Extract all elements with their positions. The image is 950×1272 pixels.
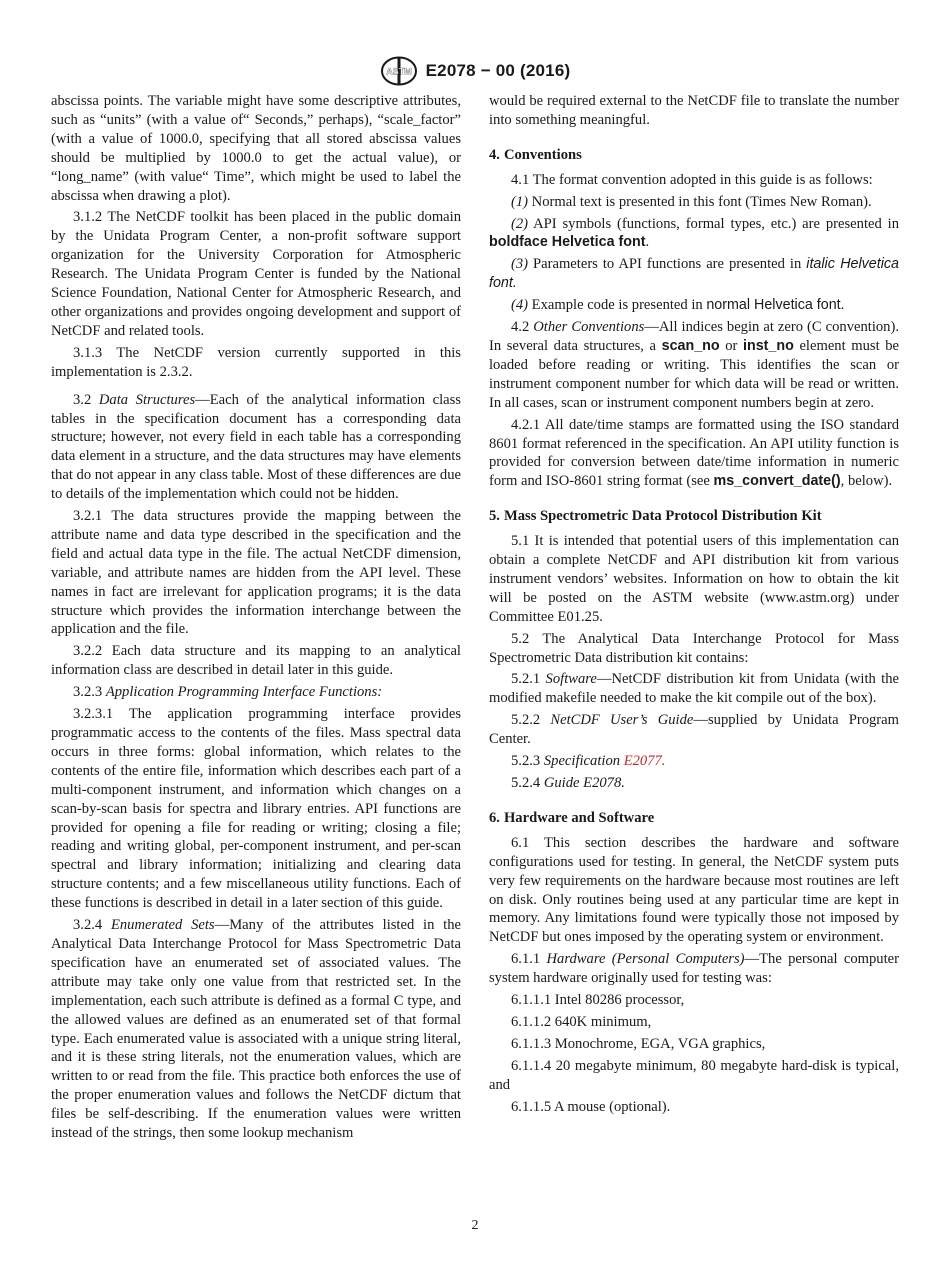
paragraph-5-2-2: 5.2.2 NetCDF User’s Guide—supplied by Unidata Program Center. [489, 712, 899, 748]
paragraph-continuation: abscissa points. The variable might have some descriptive attributes, such as “units” (with a value of“ Seconds,” perhaps), “scale_factor” (with a value of 1000.0, specifying that all stored abscissa values should be multiplied by 1000.0 to get the actual value), or “long_name” (with value“ Time”, which might be used to label the abscissa when drawing a plot). [51, 93, 461, 204]
paragraph-6-1-1: 6.1.1 Hardware (Personal Computers)—The personal computer system hardware originally used for testing was: [489, 951, 899, 987]
paragraph-3-1-2: 3.1.2 The NetCDF toolkit has been placed in the public domain by the Unidata Program Center, a non-profit software support organization for the University Corporation for Atmospheric Research. The Unidata Program Center is funded by the National Science Foundation, National Center for Atmospheric Research, and other organizations and provides ongoing development and support of NetCDF and related tools. [51, 209, 461, 339]
paragraph-3-2-3: 3.2.3 Application Programming Interface Functions: [73, 684, 383, 701]
paragraph-3-2: 3.2 Data Structures—Each of the analytical information class tables in the specification document has a corresponding data structure; however, not every field in each table has a corresponding data element in a structure, and the data structures may have elements that do not appear in any class table. Most of these differences are due to details of the implementation which could not be hidden. [51, 391, 461, 503]
paragraph-4-1: 4.1 The format convention adopted in this guide is as follows: [511, 171, 873, 188]
convention-4: (4) Example code is presented in normal Helvetica font. [511, 297, 845, 314]
term-api-functions: Application Programming Interface Functions: [105, 684, 383, 701]
code-ms-convert-date: ms_convert_date() [713, 473, 841, 490]
term-enumerated-sets: Enumerated Sets [110, 917, 215, 934]
paragraph-6-1: 6.1 This section describes the hardware and software configurations used for testing. In general, the NetCDF system puts very few requirements on the hardware because most routines are left on disk. Only routines being used at any particular time are kept in memory. Any limitations found were typically those not imposed by NetCDF but ones imposed by the operating system or environment. [489, 834, 899, 946]
convention-1: (1) Normal text is presented in this font (Times New Roman). [511, 193, 872, 210]
document-designation: E2078 − 00 (2016) [425, 61, 571, 80]
paragraph-3-1-3: 3.1.3 The NetCDF version currently supported in this implementation is 2.3.2. [51, 344, 461, 380]
paragraph-5-2-3: 5.2.3 Specification E2077. [511, 753, 666, 770]
paragraph-3-2-4: 3.2.4 Enumerated Sets—Many of the attributes listed in the Analytical Data Interchange Protocol for Mass Spectrometric Data specification have an enumerated set of associated values. The attribute may take only one value from that restricted set. In the implementation, each such attribute is defined as a formal C type, and the allowed values are defined as an enumerated set of that formal type. Each enumerated value is associated with a unique string literal, and it is these string literals, not the enumeration values, which are written to or read from the file. This practice both enforces the use of the proper enumeration values and follows the NetCDF dictum that files be self-describing. If the enumeration values were written instead of the strings, then some lookup mechanism [51, 917, 461, 1142]
link-e2077[interactable]: E2077. [623, 753, 666, 770]
page-number: 2 [471, 1218, 479, 1233]
convention-2: (2) API symbols (functions, formal types, etc.) are presented in boldface Helvetica font. [489, 215, 899, 251]
paragraph-5-2: 5.2 The Analytical Data Interchange Protocol for Mass Spectrometric Data distribution kit contains: [489, 630, 899, 666]
astm-logo-icon [380, 56, 418, 86]
list-item-6-1-1-2: 6.1.1.2 640K minimum, [511, 1013, 652, 1030]
paragraph-4-2: 4.2 Other Conventions—All indices begin at zero (C convention). In several data structures, a scan_no or inst_no element must be loaded before reading or writing. This identifies the scan or instrument component number for which data will be read or written. In all cases, scan or instrument component numbers begin at zero. [489, 319, 899, 411]
code-inst-no: inst_no [743, 337, 794, 354]
paragraph-continuation-right: would be required external to the NetCDF file to translate the number into something meaningful. [489, 93, 899, 128]
paragraph-5-2-1: 5.2.1 Software—NetCDF distribution kit from Unidata (with the modified makefile needed to make the kit compile out of the box). [489, 671, 899, 707]
paragraph-4-2-1: 4.2.1 All date/time stamps are formatted using the ISO standard 8601 format referenced in the specification. An API utility function is provided for conversion between date/time information in numeric form and ISO-8601 string format (see ms_convert_date(), below). [489, 416, 899, 490]
paragraph-3-2-1: 3.2.1 The data structures provide the mapping between the attribute name and data type described in the specification and the field and actual data type in the file. The actual NetCDF dimension, variable, and attribute names are hidden from the API level. These names in fact are irrelevant for application programs; it is the data structure which provides the information interchange between the application and the file. [51, 508, 461, 638]
paragraph-5-1: 5.1 It is intended that potential users of this implementation can obtain a complete NetCDF and API distribution kit from various instrument vendors’ websites. Information on how to obtain the kit will be posted on the ASTM website (www.astm.org) under Committee E01.25. [489, 533, 899, 625]
section-heading-4: 4. Conventions [489, 146, 582, 163]
section-heading-5: 5. Mass Spectrometric Data Protocol Distribution Kit [489, 508, 822, 525]
italic-helvetica-sample: italic Helvetica font. [489, 256, 899, 292]
list-item-6-1-1-5: 6.1.1.5 A mouse (optional). [511, 1098, 671, 1115]
list-item-6-1-1-3: 6.1.1.3 Monochrome, EGA, VGA graphics, [511, 1035, 766, 1052]
convention-3: (3) Parameters to API functions are presented in italic Helvetica font. [489, 256, 899, 292]
paragraph-5-2-4: 5.2.4 Guide E2078. [511, 775, 625, 791]
paragraph-3-2-3-1: 3.2.3.1 The application programming interface provides programmatic access to the contents of the files. Mass spectral data occurs in three forms: global information, which relates to the contents of the entire file, information which describes each part of a multi-component instrument, and information which changes on a scan-by-scan basis for spectra and library entries. API functions are provided for opening a file for reading or writing; closing a file; reading and writing global, per-component instrument, and per-scan spectral and library information; initializing and clearing data structure contents; and a few miscellaneous utility functions. Each of these functions is described in detail in a later section of this guide. [51, 706, 461, 912]
normal-helvetica-sample: normal Helvetica font [706, 297, 841, 314]
list-item-6-1-1-1: 6.1.1.1 Intel 80286 processor, [511, 992, 685, 1009]
code-scan-no: scan_no [661, 337, 720, 354]
paragraph-3-2-2: 3.2.2 Each data structure and its mapping to an analytical information class are described in detail later in this guide. [51, 643, 461, 679]
boldface-helvetica-sample: boldface Helvetica font [489, 234, 646, 251]
list-item-6-1-1-4: 6.1.1.4 20 megabyte minimum, 80 megabyte hard-disk is typical, and [489, 1057, 899, 1093]
page-header [0, 56, 950, 86]
right-column [489, 92, 899, 1120]
left-column [51, 92, 461, 1146]
term-data-structures: Data Structures [98, 391, 196, 408]
section-heading-6: 6. Hardware and Software [489, 809, 655, 826]
svg-text:ASTM: ASTM [385, 66, 412, 77]
